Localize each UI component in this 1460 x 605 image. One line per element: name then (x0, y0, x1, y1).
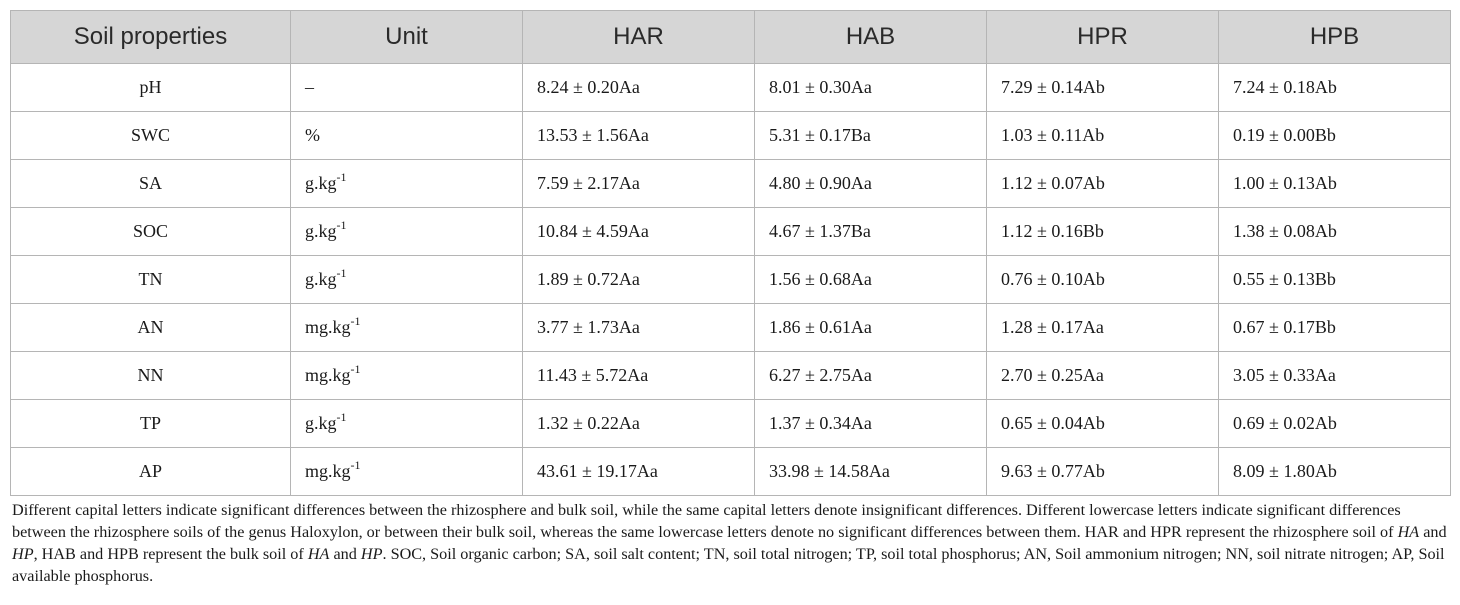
cell-hpr: 2.70 ± 0.25Aa (987, 352, 1219, 400)
footnote-text: , HAB and HPB represent the bulk soil of (33, 545, 308, 563)
cell-unit (291, 352, 523, 400)
unit-base: g.kg (305, 269, 337, 289)
cell-hpb: 7.24 ± 0.18Ab (1219, 64, 1451, 112)
cell-unit (291, 64, 523, 112)
footnote-text: and (329, 545, 361, 563)
cell-har: 1.89 ± 0.72Aa (523, 256, 755, 304)
cell-hpb: 0.69 ± 0.02Ab (1219, 400, 1451, 448)
cell-unit (291, 208, 523, 256)
header-har: HAR (523, 11, 755, 64)
cell-unit (291, 448, 523, 496)
unit-exponent: -1 (350, 362, 361, 376)
cell-har: 7.59 ± 2.17Aa (523, 160, 755, 208)
cell-hab: 8.01 ± 0.30Aa (755, 64, 987, 112)
header-hpb: HPB (1219, 11, 1451, 64)
header-hpr: HPR (987, 11, 1219, 64)
cell-hpb: 8.09 ± 1.80Ab (1219, 448, 1451, 496)
cell-har: 3.77 ± 1.73Aa (523, 304, 755, 352)
footnote-text: Different capital letters indicate significant differences between the rhizosphere and bulk soil, while the same capital letters denote insignificant differences. Different lowercase letters indicate significant differences between the rhizosphere soils of the genus Haloxylon, or between their bulk soil, whereas the same lowercase letters denote no significant differences between them. HAR and HPR represent the rhizosphere soil of (12, 501, 1401, 541)
cell-hab: 4.80 ± 0.90Aa (755, 160, 987, 208)
cell-hpr: 1.12 ± 0.07Ab (987, 160, 1219, 208)
footnote-italic: HA (1397, 523, 1420, 541)
unit-exponent: -1 (350, 458, 361, 472)
cell-har: 1.32 ± 0.22Aa (523, 400, 755, 448)
cell-property: SA (11, 160, 291, 208)
table-row (11, 160, 1451, 208)
unit-exponent: -1 (336, 170, 347, 184)
cell-unit (291, 304, 523, 352)
unit-base: mg.kg (305, 317, 351, 337)
footnote-text: . SOC, Soil organic carbon; SA, soil salt content; TN, soil total nitrogen; TP, soil total phosphorus; AN, Soil ammonium nitrogen; NN, soil nitrate nitrogen; AP, Soil available phosphorus. (12, 545, 1445, 585)
unit-base: % (305, 125, 320, 145)
cell-hpr: 1.28 ± 0.17Aa (987, 304, 1219, 352)
cell-hab: 6.27 ± 2.75Aa (755, 352, 987, 400)
cell-unit (291, 160, 523, 208)
footnote-italic: HP (360, 545, 383, 563)
cell-hpr: 0.76 ± 0.10Ab (987, 256, 1219, 304)
cell-property: AN (11, 304, 291, 352)
cell-hpr: 7.29 ± 0.14Ab (987, 64, 1219, 112)
cell-hpb: 0.55 ± 0.13Bb (1219, 256, 1451, 304)
table-row (11, 448, 1451, 496)
cell-hpb: 1.00 ± 0.13Ab (1219, 160, 1451, 208)
cell-hab: 1.37 ± 0.34Aa (755, 400, 987, 448)
cell-property: pH (11, 64, 291, 112)
table-row (11, 208, 1451, 256)
cell-unit (291, 112, 523, 160)
table-row (11, 112, 1451, 160)
cell-unit (291, 256, 523, 304)
unit-base: g.kg (305, 221, 337, 241)
footnote-text: and (1419, 523, 1447, 541)
cell-har: 11.43 ± 5.72Aa (523, 352, 755, 400)
unit-exponent: -1 (336, 410, 347, 424)
soil-properties-table (10, 10, 1451, 496)
unit-base: mg.kg (305, 365, 351, 385)
unit-base: – (305, 77, 314, 97)
table-row (11, 304, 1451, 352)
cell-hab: 4.67 ± 1.37Ba (755, 208, 987, 256)
footnote-italic: HP (12, 545, 34, 563)
cell-hpr: 1.03 ± 0.11Ab (987, 112, 1219, 160)
unit-exponent: -1 (350, 314, 361, 328)
unit-base: mg.kg (305, 461, 351, 481)
cell-hpr: 9.63 ± 0.77Ab (987, 448, 1219, 496)
unit-base: g.kg (305, 173, 337, 193)
header-hab: HAB (755, 11, 987, 64)
cell-property: NN (11, 352, 291, 400)
cell-hab: 33.98 ± 14.58Aa (755, 448, 987, 496)
table-row (11, 400, 1451, 448)
footnote-italic: HA (307, 545, 330, 563)
unit-exponent: -1 (336, 266, 347, 280)
cell-property: AP (11, 448, 291, 496)
table-footnote (12, 499, 1452, 587)
cell-hab: 1.56 ± 0.68Aa (755, 256, 987, 304)
cell-property: TP (11, 400, 291, 448)
cell-hpb: 0.67 ± 0.17Bb (1219, 304, 1451, 352)
cell-har: 10.84 ± 4.59Aa (523, 208, 755, 256)
table-row (11, 64, 1451, 112)
cell-property: SOC (11, 208, 291, 256)
unit-base: g.kg (305, 413, 337, 433)
cell-property: SWC (11, 112, 291, 160)
cell-hpr: 1.12 ± 0.16Bb (987, 208, 1219, 256)
table-header-row (11, 11, 1451, 64)
unit-exponent: -1 (336, 218, 347, 232)
cell-har: 43.61 ± 19.17Aa (523, 448, 755, 496)
table-row (11, 352, 1451, 400)
table-row (11, 256, 1451, 304)
cell-unit (291, 400, 523, 448)
cell-hpb: 3.05 ± 0.33Aa (1219, 352, 1451, 400)
cell-property: TN (11, 256, 291, 304)
header-soil-properties: Soil properties (11, 11, 291, 64)
cell-hpb: 1.38 ± 0.08Ab (1219, 208, 1451, 256)
cell-har: 13.53 ± 1.56Aa (523, 112, 755, 160)
cell-hpr: 0.65 ± 0.04Ab (987, 400, 1219, 448)
cell-har: 8.24 ± 0.20Aa (523, 64, 755, 112)
cell-hpb: 0.19 ± 0.00Bb (1219, 112, 1451, 160)
cell-hab: 5.31 ± 0.17Ba (755, 112, 987, 160)
header-unit: Unit (291, 11, 523, 64)
cell-hab: 1.86 ± 0.61Aa (755, 304, 987, 352)
